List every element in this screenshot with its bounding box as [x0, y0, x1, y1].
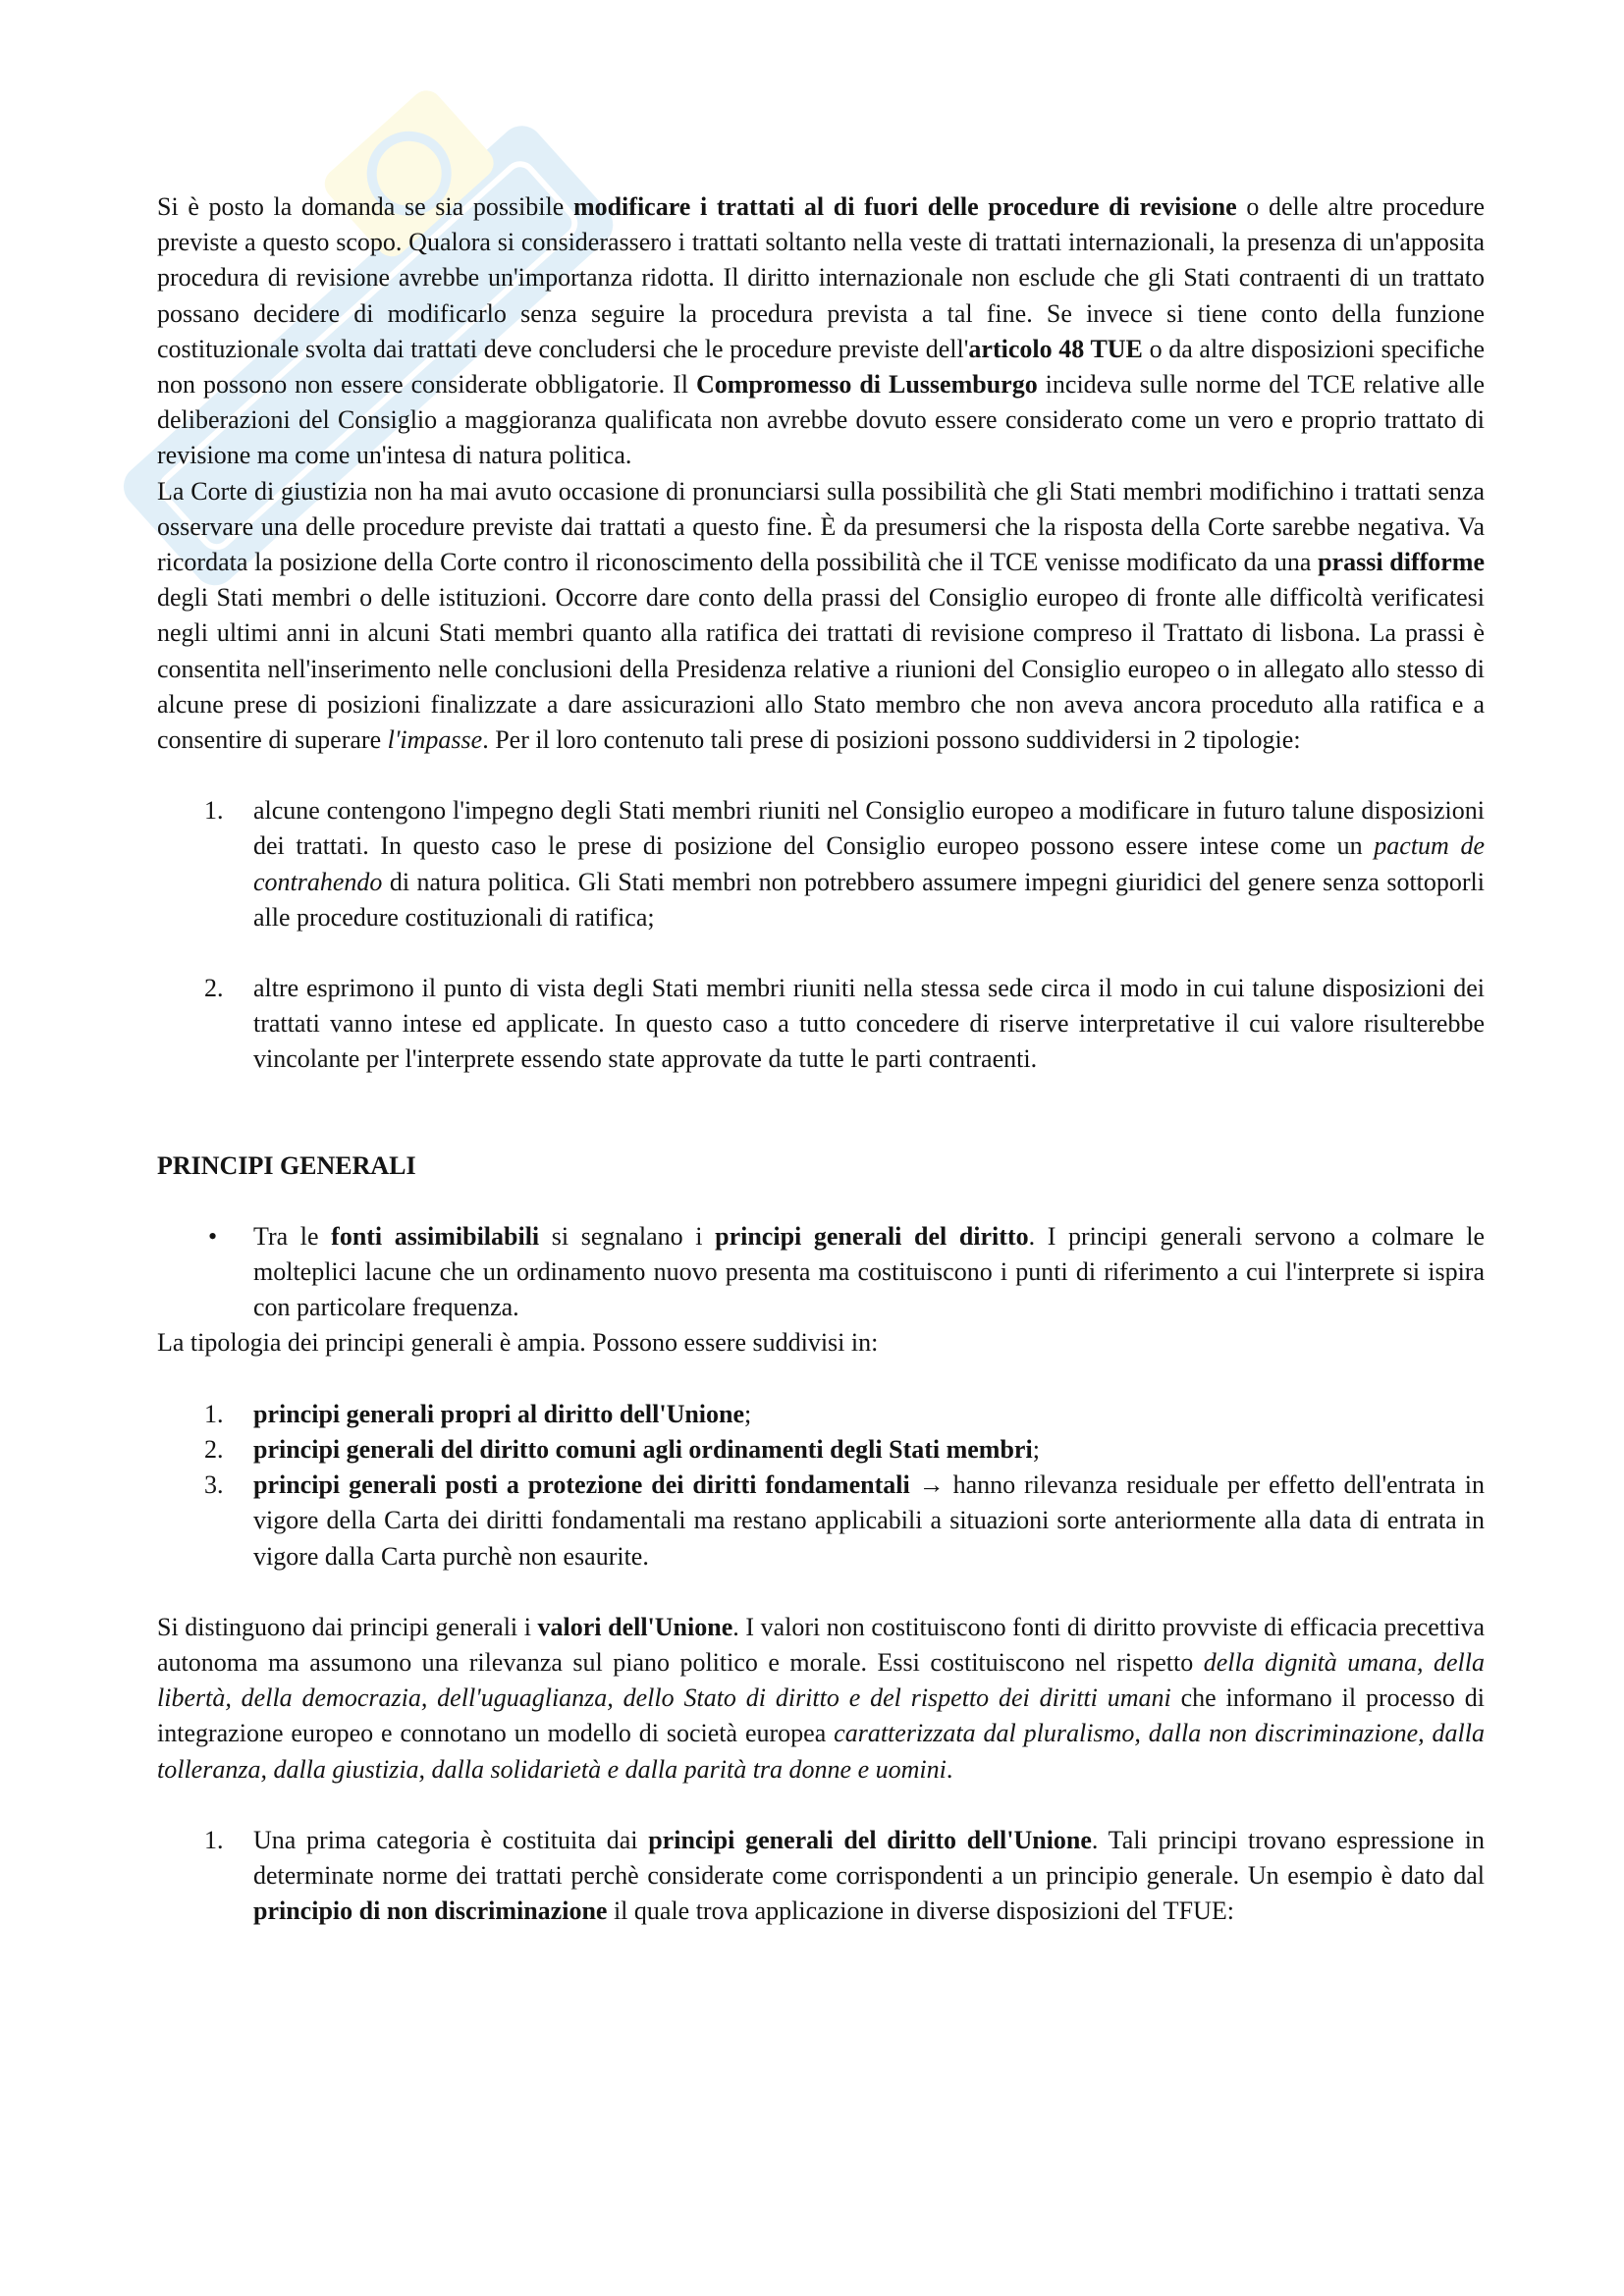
bold-text: fonti assimibilabili	[331, 1221, 540, 1251]
text-run: Si distinguono dai principi generali i	[157, 1612, 538, 1641]
list-number: 1.	[204, 796, 224, 826]
document-page	[157, 189, 1485, 1929]
text-run: → hanno rilevanza residuale per effetto dell'entrata in vigore della Carta dei diritti fondamentali ma restano applicabili a situazioni sorte anteriormente alla data di entrata in vigore dalla Carta purchè non esaurite.	[253, 1470, 1486, 1571]
text-run: La Corte di giustizia non ha mai avuto occasione di pronunciarsi sulla possibilità che gli Stati membri modifichino i trattati senza osservare una delle procedure previste dai trattati a questo fine. È da presumersi che la risposta della Corte sarebbe negativa. Va ricordata la posizione della Corte contro il riconoscimento della possibilità che il TCE venisse modificato da una	[157, 476, 1485, 577]
bullet-icon: •	[208, 1221, 218, 1251]
bullet-item	[157, 1219, 1485, 1326]
text-run: o da altre disposizioni specifiche non possono non essere considerate obbligatorie. Il	[157, 334, 1485, 400]
text-run: di natura politica. Gli Stati membri non potrebbero assumere impegni giuridici del genere senza sottoporli alle procedure costituzionali di ratifica;	[253, 867, 1485, 932]
bullet-list	[157, 1219, 1485, 1326]
text-run: .	[946, 1754, 953, 1784]
text-run: Una prima categoria è costituita dai	[253, 1825, 649, 1854]
list-item-text	[253, 1397, 1485, 1432]
text-run: si segnalano i	[539, 1221, 716, 1251]
bullet-item-text	[253, 1219, 1485, 1326]
italic-text: caratterizzata dal pluralismo, dalla non discriminazione, dalla tolleranza, dalla giustizia, dalla solidarietà e dalla parità tra donne e uomini	[157, 1719, 1485, 1784]
text-run: alcune contengono l'impegno degli Stati membri riuniti nel Consiglio europeo a modificare in futuro talune disposizioni dei trattati. In questo caso le prese di posizione del Consiglio europeo possono essere intese come un	[253, 796, 1485, 861]
text-run: che informano il processo di integrazione europeo e connotano un modello di società europea	[157, 1683, 1485, 1748]
bold-text: principi generali del diritto	[715, 1221, 1029, 1251]
text-run: incideva sulle norme del TCE relative alle deliberazioni del Consiglio a maggioranza qualificata non avrebbe dovuto essere considerato come un vero e proprio trattato di revisione ma come un'intesa di natura politica.	[157, 370, 1485, 470]
text-run: il quale trova applicazione in diverse disposizioni del TFUE:	[607, 1896, 1234, 1926]
paragraph-union-values	[157, 1610, 1485, 1788]
paragraph-typology	[157, 1325, 1485, 1361]
text-run: . I principi generali servono a colmare le molteplici lacune che un ordinamento nuovo presenta ma costituiscono i punti di riferimento a cui l'interprete si ispira con particolare frequenza.	[253, 1221, 1485, 1322]
list-position-types	[157, 793, 1485, 1077]
italic-text: della dignità umana, della libertà, della democrazia, dell'uguaglianza, dello Stato di diritto e del rispetto dei diritti umani	[157, 1647, 1486, 1713]
italic-text: pactum de contrahendo	[253, 831, 1485, 896]
text-run: . I valori non costituiscono fonti di diritto provviste di efficacia precettiva autonoma ma assumono una rilevanza sul piano politico e morale. Essi costituiscono nel rispetto	[157, 1612, 1485, 1677]
list-item	[157, 1823, 1485, 1930]
section-heading: PRINCIPI GENERALI	[157, 1150, 416, 1180]
text-run: La tipologia dei principi generali è ampia. Possono essere suddivisi in:	[157, 1328, 879, 1358]
list-number: 2.	[204, 1434, 224, 1464]
list-item-text	[253, 971, 1485, 1078]
list-item	[157, 1432, 1485, 1468]
bold-text: principi generali posti a protezione dei diritti fondamentali	[253, 1470, 910, 1500]
list-number: 1.	[204, 1825, 224, 1854]
paragraph-treaty-modification	[157, 189, 1485, 474]
bold-text: principi generali del diritto comuni agli ordinamenti degli Stati membri	[253, 1434, 1033, 1464]
bold-text: principio di non discriminazione	[253, 1896, 608, 1926]
list-item-text	[253, 1432, 1485, 1468]
text-run: Tra le	[253, 1221, 332, 1251]
bold-text: principi generali propri al diritto dell'Unione	[253, 1399, 745, 1428]
list-item-text	[253, 1468, 1485, 1575]
list-item-text	[253, 793, 1485, 935]
bold-text: articolo 48 TUE	[968, 334, 1143, 363]
bold-text: modificare i trattati al di fuori delle procedure di revisione	[572, 192, 1237, 221]
bold-text: principi generali del diritto dell'Unione	[648, 1825, 1092, 1854]
list-spacer	[157, 935, 1485, 971]
text-run: Si è posto la domanda se sia possibile	[157, 192, 573, 221]
text-run: ;	[744, 1399, 752, 1428]
list-number: 3.	[204, 1470, 224, 1500]
italic-text: l'impasse	[387, 725, 483, 755]
list-item	[157, 1397, 1485, 1432]
paragraph-court-of-justice	[157, 474, 1485, 759]
list-categories	[157, 1823, 1485, 1930]
text-run: . Tali principi trovano espressione in determinate norme dei trattati perchè considerate come corrispondenti a un principio generale. Un esempio è dato dal	[253, 1825, 1485, 1890]
list-number: 1.	[204, 1399, 224, 1428]
bold-text: Compromesso di Lussemburgo	[695, 370, 1038, 400]
text-run: altre esprimono il punto di vista degli Stati membri riuniti nella stessa sede circa il modo in cui talune disposizioni dei trattati vanno intese ed applicate. In questo caso a tutto concedere di riserve interpretative il cui valore risulterebbe vincolante per l'interprete essendo state approvate da tutte le parti contraenti.	[253, 974, 1485, 1074]
list-number: 2.	[204, 974, 224, 1003]
bold-text: prassi difforme	[1318, 548, 1485, 577]
text-run: o delle altre procedure previste a questo scopo. Qualora si considerassero i trattati soltanto nella veste di trattati internazionali, la presenza di un'apposita procedura di revisione avrebbe un'importanza ridotta. Il diritto internazionale non esclude che gli Stati contraenti di un trattato possano decidere di modificarlo senza seguire la procedura prevista a tal fine. Se invece si tiene conto della funzione costituzionale svolta dai trattati deve concludersi che le procedure previste dell'	[157, 192, 1485, 363]
list-item-text	[253, 1823, 1485, 1930]
text-run: degli Stati membri o delle istituzioni. Occorre dare conto della prassi del Consiglio europeo di fronte alle difficoltà verificatesi negli ultimi anni in alcuni Stati membri quanto alla ratifica dei trattati di revisione compreso il Trattato di lisbona. La prassi è consentita nell'inserimento nelle conclusioni della Presidenza relative a riunioni del Consiglio europeo o in allegato allo stesso di alcune prese di posizioni finalizzate a dare assicurazioni allo Stato membro che non aveva ancora proceduto alla ratifica e a consentire di superare	[157, 583, 1485, 755]
list-principle-types	[157, 1397, 1485, 1575]
list-item	[157, 1468, 1485, 1575]
bold-text: valori dell'Unione	[537, 1612, 733, 1641]
text-run: ;	[1032, 1434, 1040, 1464]
list-item	[157, 793, 1485, 935]
text-run: . Per il loro contenuto tali prese di posizioni possono suddividersi in 2 tipologie:	[482, 725, 1301, 755]
list-item	[157, 971, 1485, 1078]
